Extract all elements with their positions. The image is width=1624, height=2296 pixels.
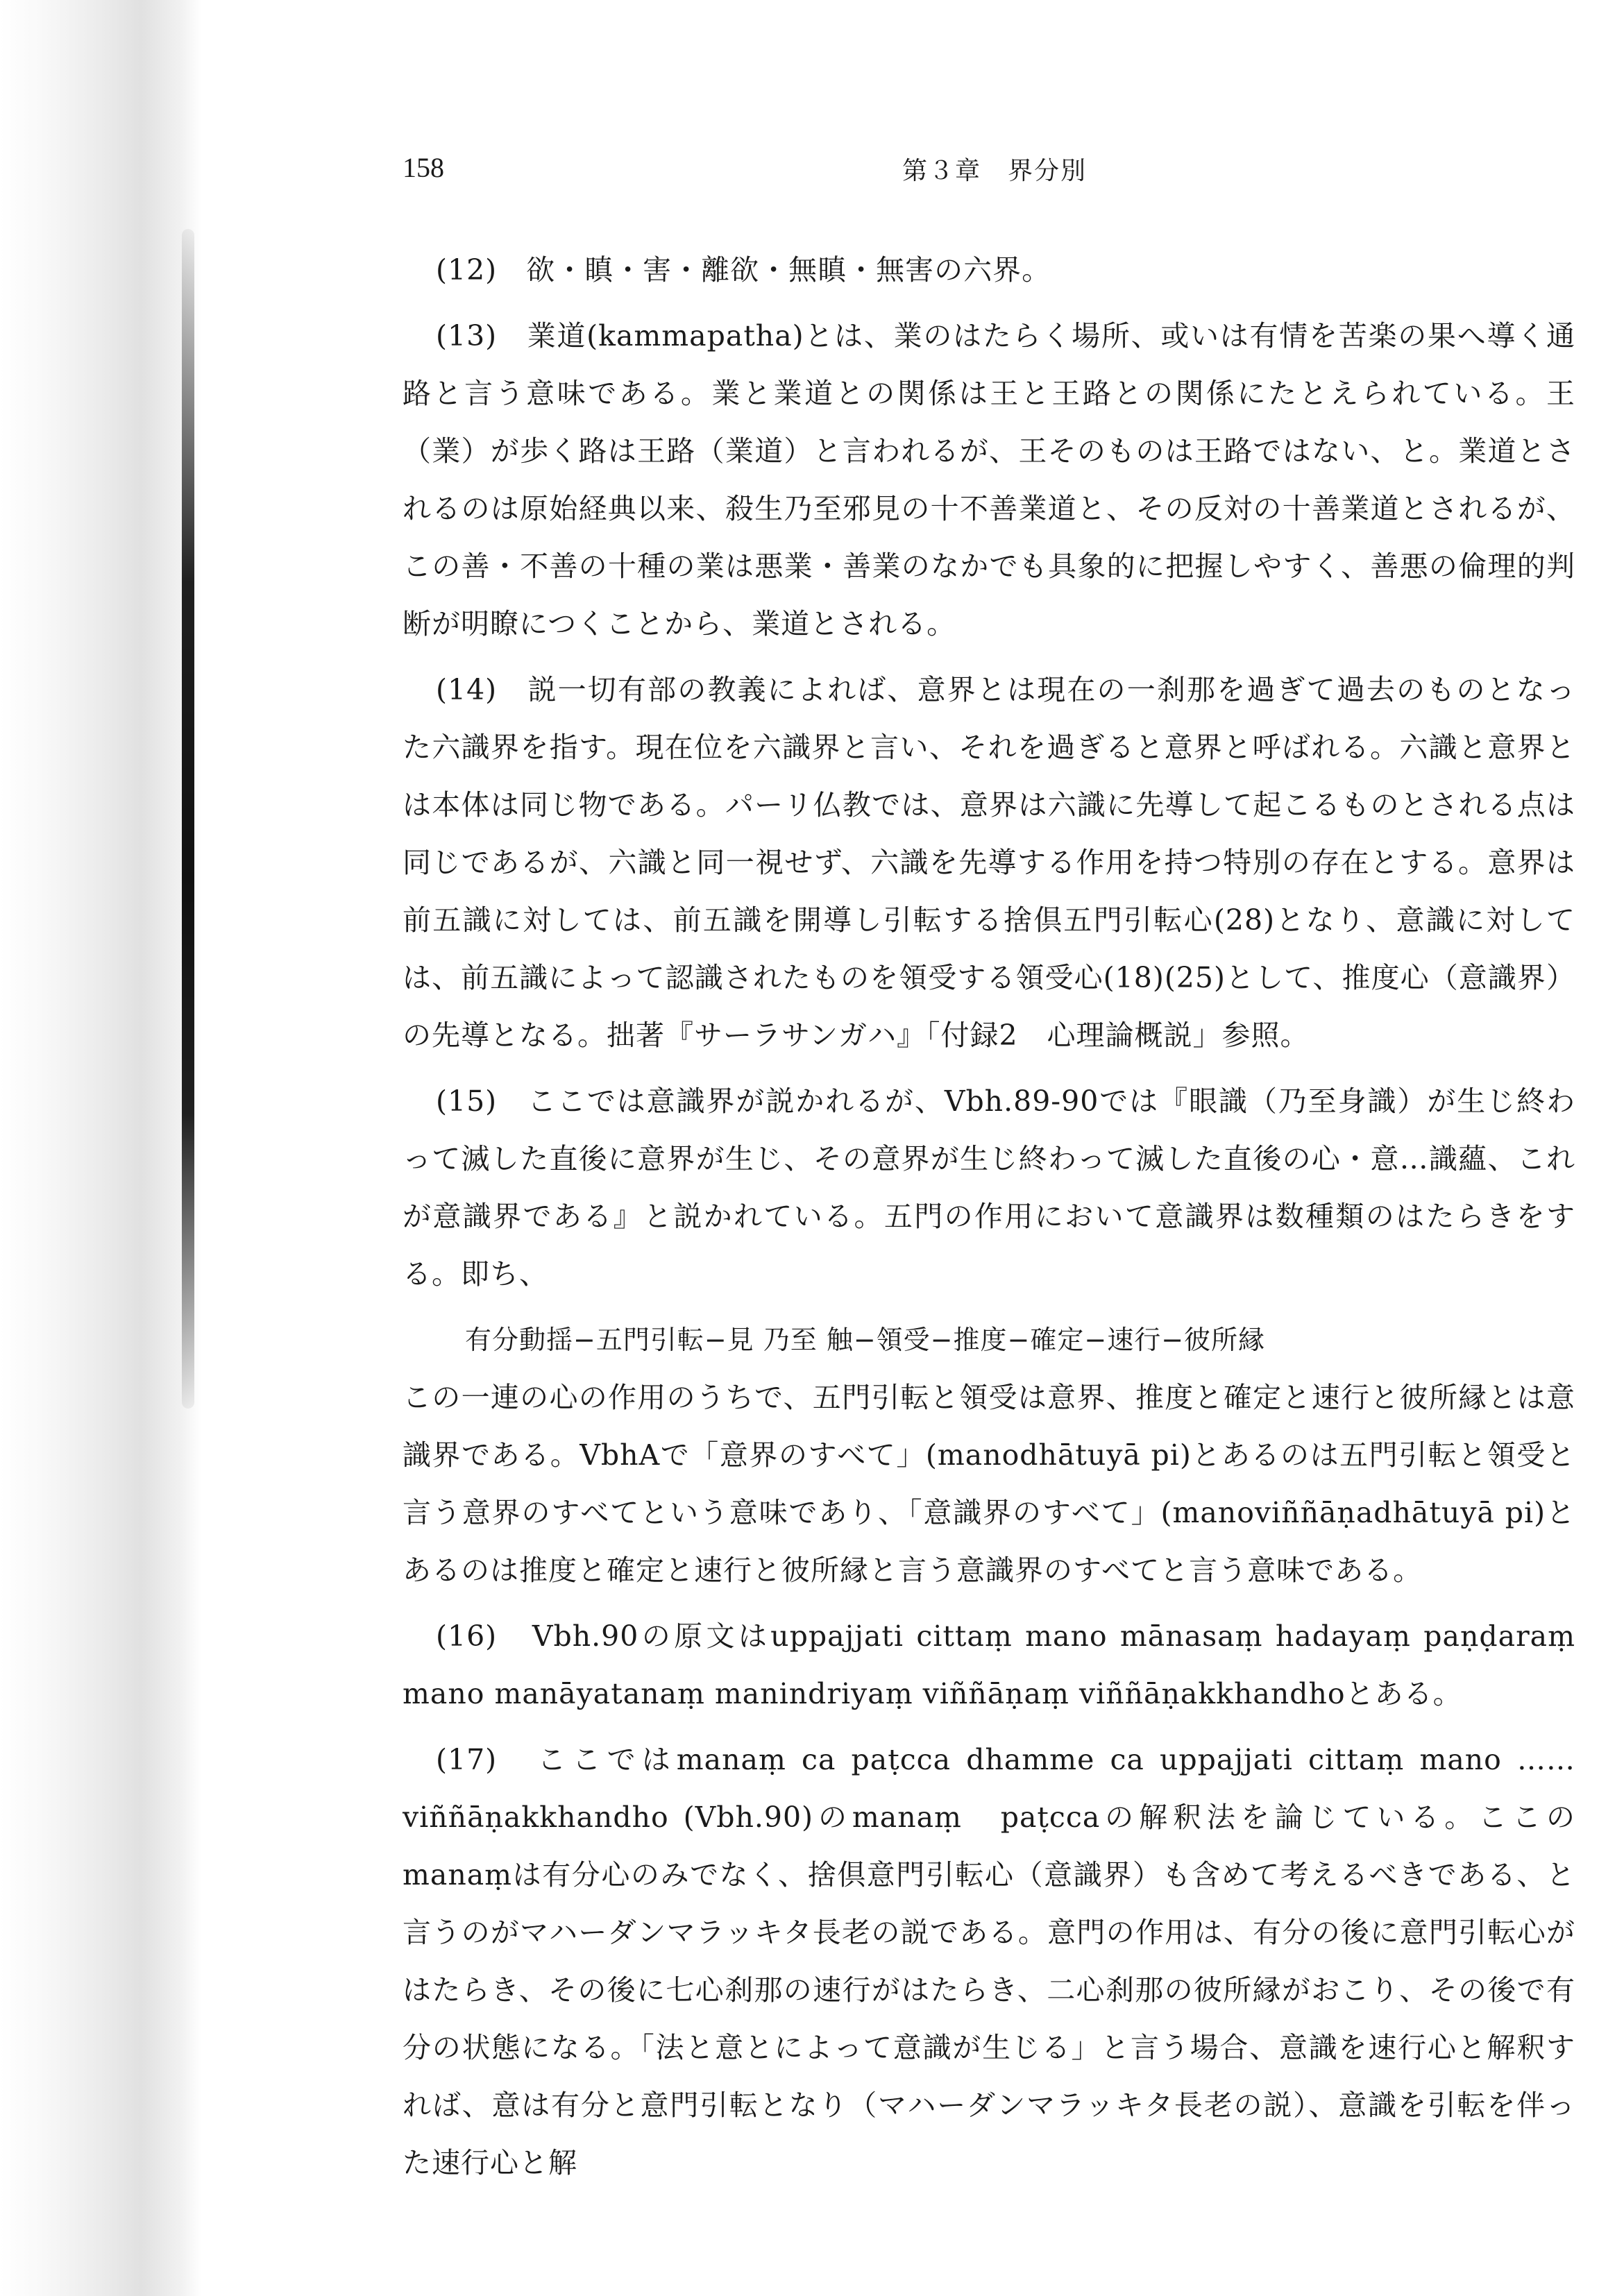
page-number: 158 — [403, 152, 444, 183]
book-binding-shadow — [0, 0, 201, 2296]
note-12: (12) 欲・瞋・害・離欲・無瞋・無害の六界。 — [436, 253, 1051, 287]
note-17: (17) ここではmanaṃ ca paṭcca dhamme ca uppajjati cittaṃ mano …… viññāṇakkhandho (Vbh.90)のmanaṃ paṭccaの解釈法を論じている。ここのmanaṃは有分心のみでなく、捨倶意門引転心（意識界）も含めて考えるべきである、と言うのがマハーダンマラッキタ長老の説である。意門の作用は、有分の後に意門引転心がはたらき、その後に七心刹那の速行がはたらき、二心刹那の彼所縁がおこり、その後で有分の状態になる。「法と意とによって意識が生じる」と言う場合、意識を速行心と解釈すれば、意は有分と意門引転となり（マハーダンマラッキタ長老の説）、意識を引転を伴った速行心と解 — [403, 1743, 1576, 2179]
note-14: (14) 説一切有部の教義によれば、意界とは現在の一刹那を過ぎて過去のものとなった六識界を指す。現在位を六識界と言い、それを過ぎると意界と呼ばれる。六識と意界とは本体は同じ物である。パーリ仏教では、意界は六識に先導して起こるものとされる点は同じであるが、六識と同一視せず、六識を先導する作用を持つ特別の存在とする。意界は前五識に対しては、前五識を開導し引転する捨倶五門引転心(28)となり、意識に対しては、前五識によって認識されたものを領受する領受心(18)(25)として、推度心（意識界）の先導となる。拙著『サーラサンガハ』「付録2 心理論概説」参照。 — [403, 673, 1575, 1052]
note-15: (15) ここでは意識界が説かれるが、Vbh.89-90では『眼識（乃至身識）が生じ終わって滅した直後に意界が生じ、その意界が生じ終わって滅した直後の心・意…識蘊、これが意識界である』と説かれている。五門の作用において意識界は数種類のはたらきをする。即ち、 — [403, 1085, 1575, 1291]
page-header — [403, 151, 1582, 193]
running-head: 第３章 界分別 — [902, 157, 1088, 185]
note-13: (13) 業道(kammapatha)とは、業のはたらく場所、或いは有情を苦楽の果へ導く通路と言う意味である。業と業道との関係は王と王路との関係にたとえられている。王（業）が歩く路は王路（業道）と言われるが、王そのものは王路ではない、と。業道とされるのは原始経典以来、殺生乃至邪見の十不善業道と、その反対の十善業道とされるが、この善・不善の十種の業は悪業・善業のなかでも具象的に把握しやすく、善悪の倫理的判断が明瞭につくことから、業道とされる。 — [403, 319, 1575, 640]
note-16: (16) Vbh.90の原文はuppajjati cittaṃ mano mānasaṃ hadayaṃ paṇḍaraṃ mano manāyatanaṃ manindriyaṃ viññāṇaṃ viññāṇakkhandhoとある。 — [403, 1619, 1575, 1710]
page-body — [403, 241, 1575, 2200]
binding-gutter-line — [182, 229, 194, 1409]
process-sequence: 有分動揺−五門引転−見 乃至 触−領受−推度−確定−速行−彼所縁 — [465, 1325, 1266, 1355]
note-15-continuation: この一連の心の作用のうちで、五門引転と領受は意界、推度と確定と速行と彼所縁とは意識界である。VbhAで「意界のすべて」(manodhātuyā pi)とあるのは五門引転と領受と言う意界のすべてという意味であり、「意識界のすべて」(manoviññāṇadhātuyā pi)とあるのは推度と確定と速行と彼所縁と言う意識界のすべてと言う意味である。 — [403, 1381, 1576, 1587]
